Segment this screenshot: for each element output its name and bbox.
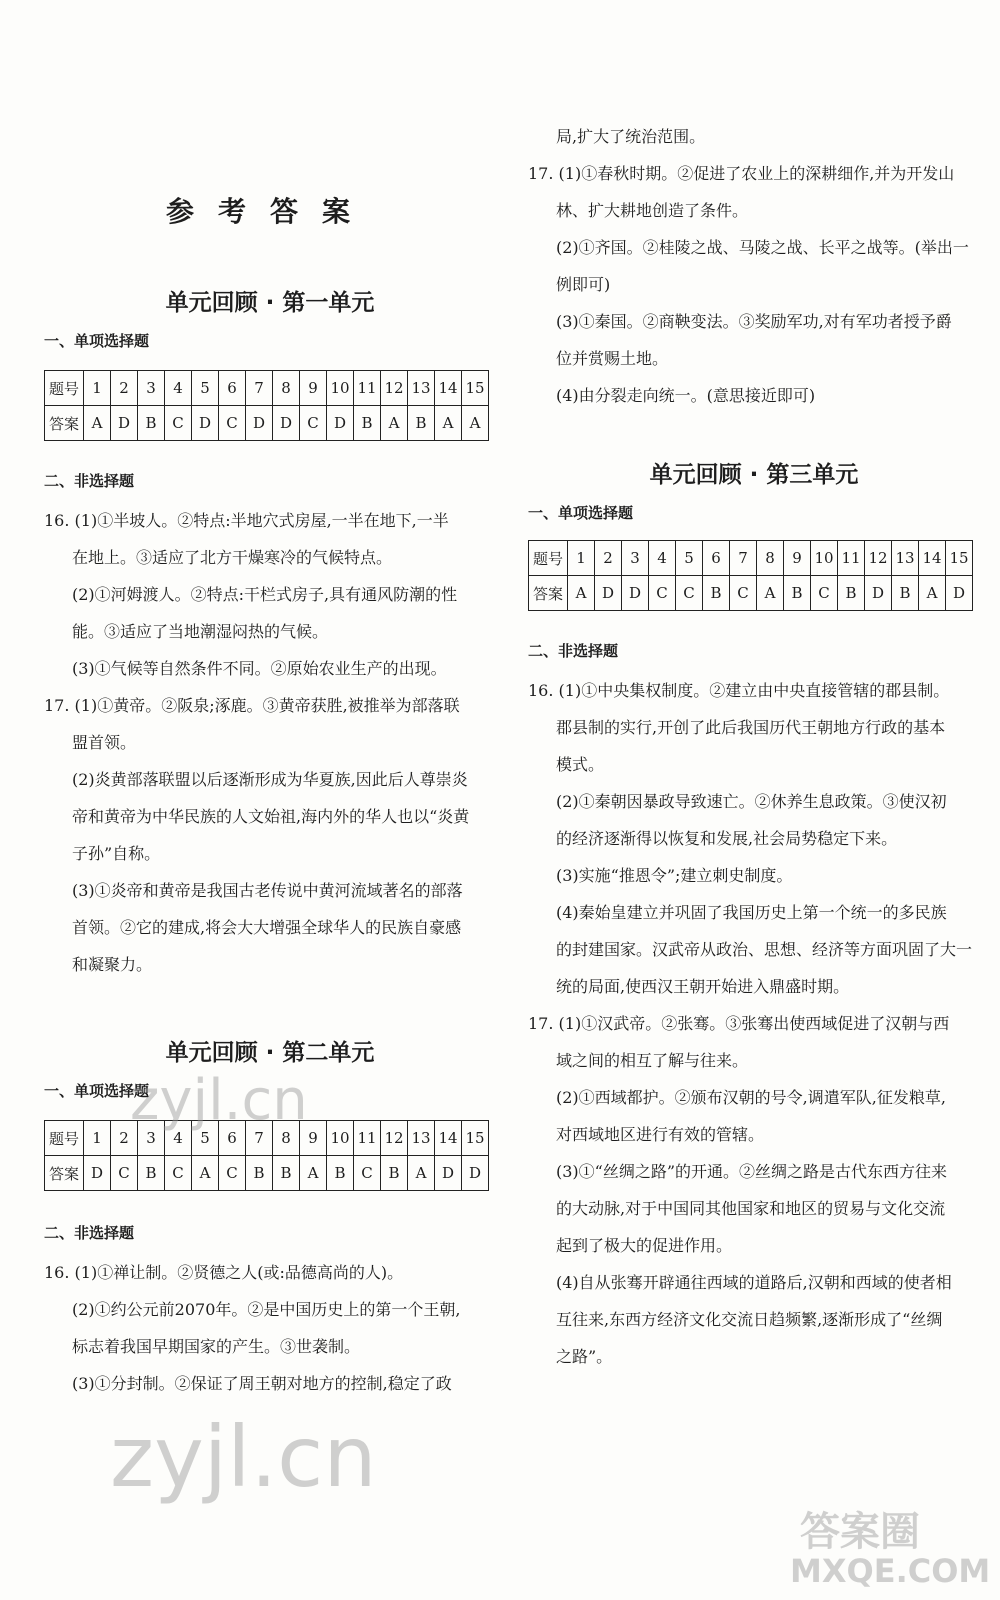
num-cell: 4 — [165, 1121, 192, 1156]
answer-cell: D — [435, 1156, 462, 1191]
answer-line: 16. (1)①半坡人。②特点:半地穴式房屋,一半在地下,一半 — [44, 511, 449, 530]
answer-cell: C — [219, 406, 246, 441]
answer-cell: B — [246, 1156, 273, 1191]
num-cell: 6 — [703, 541, 730, 576]
num-cell: 8 — [273, 371, 300, 406]
answer-cell: D — [273, 406, 300, 441]
answer-line: 16. (1)①禅让制。②贤德之人(或:品德高尚的人)。 — [44, 1263, 404, 1282]
answer-label: 答案 — [529, 576, 568, 611]
answer-cell: B — [273, 1156, 300, 1191]
answer-line: (3)①气候等自然条件不同。②原始农业生产的出现。 — [72, 659, 447, 678]
answer-line: 的大动脉,对于中国同其他国家和地区的贸易与文化交流 — [556, 1199, 946, 1218]
num-cell: 5 — [192, 371, 219, 406]
num-cell: 6 — [219, 1121, 246, 1156]
unit3-section-nonchoice: 二、非选择题 — [528, 642, 619, 660]
unit1-title: 单元回顾 · 第一单元 — [165, 290, 375, 316]
answer-cell: D — [111, 406, 138, 441]
answer-cell: A — [84, 406, 111, 441]
answer-line: 17. (1)①汉武帝。②张骞。③张骞出使西域促进了汉朝与西 — [528, 1014, 950, 1033]
unit3-answers — [528, 672, 980, 1375]
answer-line: 位并赏赐土地。 — [556, 349, 669, 368]
num-cell: 11 — [354, 371, 381, 406]
answer-line: (4)秦始皇建立并巩固了我国历史上第一个统一的多民族 — [556, 903, 947, 922]
answer-cell: B — [138, 406, 165, 441]
answer-cell: C — [354, 1156, 381, 1191]
answer-line: (4)由分裂走向统一。(意思接近即可) — [556, 386, 816, 405]
page-title: 参考答案 — [165, 195, 374, 228]
answer-cell: C — [165, 406, 192, 441]
num-cell: 7 — [246, 371, 273, 406]
answer-line: (4)自从张骞开辟通往西域的道路后,汉朝和西域的使者相 — [556, 1273, 952, 1292]
num-cell: 3 — [138, 1121, 165, 1156]
answer-cell: C — [165, 1156, 192, 1191]
header-label: 题号 — [45, 1121, 84, 1156]
answer-line: 16. (1)①中央集权制度。②建立由中央直接管辖的郡县制。 — [528, 681, 950, 700]
answer-line: (2)炎黄部落联盟以后逐渐形成为华夏族,因此后人尊崇炎 — [72, 770, 468, 789]
num-cell: 4 — [165, 371, 192, 406]
answer-line: 之路”。 — [556, 1347, 613, 1366]
answer-line: (2)①约公元前2070年。②是中国历史上的第一个王朝, — [72, 1300, 461, 1319]
answer-line: (2)①河姆渡人。②特点:干栏式房子,具有通风防潮的性 — [72, 585, 458, 604]
answer-cell: A — [300, 1156, 327, 1191]
num-cell: 5 — [676, 541, 703, 576]
answer-cell: D — [595, 576, 622, 611]
answer-cell: D — [946, 576, 973, 611]
unit3-title: 单元回顾 · 第三单元 — [649, 462, 859, 488]
unit2-section-nonchoice: 二、非选择题 — [44, 1224, 135, 1242]
answer-cell: A — [435, 406, 462, 441]
header-label: 题号 — [529, 541, 568, 576]
answer-cell: A — [381, 406, 408, 441]
unit2-section-choice: 一、单项选择题 — [44, 1082, 150, 1100]
num-cell: 15 — [946, 541, 973, 576]
num-cell: 10 — [811, 541, 838, 576]
answer-line: (2)①秦朝因暴政导致速亡。②休养生息政策。③使汉初 — [556, 792, 947, 811]
answer-line: 起到了极大的促进作用。 — [556, 1236, 733, 1255]
watermark-bottom: zyjl.cn — [110, 1408, 377, 1506]
num-cell: 2 — [595, 541, 622, 576]
answer-cell: C — [649, 576, 676, 611]
answer-cell: B — [784, 576, 811, 611]
unit2-answers-left — [44, 1254, 496, 1402]
answer-cell: D — [192, 406, 219, 441]
num-cell: 3 — [138, 371, 165, 406]
unit2-answers-right — [528, 118, 980, 414]
answer-line: (3)①分封制。②保证了周王朝对地方的控制,稳定了政 — [72, 1374, 452, 1393]
table-row-numbers — [45, 371, 489, 406]
answer-cell: C — [730, 576, 757, 611]
answer-line: 模式。 — [556, 755, 605, 774]
num-cell: 13 — [408, 371, 435, 406]
answer-cell: A — [408, 1156, 435, 1191]
answer-cell: A — [757, 576, 784, 611]
answer-cell: D — [246, 406, 273, 441]
num-cell: 5 — [192, 1121, 219, 1156]
num-cell: 9 — [300, 371, 327, 406]
answer-cell: D — [327, 406, 354, 441]
answer-line: 帝和黄帝为中华民族的人文始祖,海内外的华人也以“炎黄 — [72, 807, 470, 826]
answer-cell: D — [622, 576, 649, 611]
unit1-answer-table-wrap — [44, 370, 496, 441]
answer-line: (3)实施“推恩令”;建立刺史制度。 — [556, 866, 793, 885]
answer-cell: C — [811, 576, 838, 611]
answer-line: 17. (1)①黄帝。②阪泉;涿鹿。③黄帝获胜,被推举为部落联 — [44, 696, 460, 715]
answer-line: (3)①炎帝和黄帝是我国古老传说中黄河流域著名的部落 — [72, 881, 463, 900]
answer-line: 例即可) — [556, 275, 611, 294]
num-cell: 1 — [568, 541, 595, 576]
answer-label: 答案 — [45, 1156, 84, 1191]
table-row-numbers — [529, 541, 973, 576]
answer-cell: A — [462, 406, 489, 441]
watermark-corner-logo: 答案圈 — [800, 1509, 920, 1555]
unit3-answer-table-wrap — [528, 540, 980, 611]
num-cell: 13 — [408, 1121, 435, 1156]
answer-line: 17. (1)①春秋时期。②促进了农业上的深耕细作,并为开发山 — [528, 164, 955, 183]
answer-cell: D — [865, 576, 892, 611]
num-cell: 11 — [838, 541, 865, 576]
num-cell: 12 — [381, 371, 408, 406]
table-row-answers — [45, 406, 489, 441]
num-cell: 2 — [111, 1121, 138, 1156]
answer-label: 答案 — [45, 406, 84, 441]
answer-cell: B — [892, 576, 919, 611]
answer-cell: D — [462, 1156, 489, 1191]
answer-line: 域之间的相互了解与往来。 — [556, 1051, 749, 1070]
num-cell: 14 — [435, 1121, 462, 1156]
num-cell: 11 — [354, 1121, 381, 1156]
num-cell: 13 — [892, 541, 919, 576]
num-cell: 10 — [327, 371, 354, 406]
answer-line: 的封建国家。汉武帝从政治、思想、经济等方面巩固了大一 — [556, 940, 973, 959]
answer-line: 郡县制的实行,开创了此后我国历代王朝地方行政的基本 — [556, 718, 946, 737]
answer-cell: A — [568, 576, 595, 611]
num-cell: 12 — [381, 1121, 408, 1156]
num-cell: 15 — [462, 1121, 489, 1156]
answer-line: 子孙”自称。 — [72, 844, 161, 863]
table-row-answers — [45, 1156, 489, 1191]
answer-line: 对西域地区进行有效的管辖。 — [556, 1125, 765, 1144]
unit1-answers — [44, 502, 496, 983]
unit2-answer-table — [44, 1120, 489, 1191]
table-row-answers — [529, 576, 973, 611]
answer-line: 局,扩大了统治范围。 — [556, 127, 706, 146]
unit1-answer-table — [44, 370, 489, 441]
num-cell: 9 — [784, 541, 811, 576]
num-cell: 1 — [84, 1121, 111, 1156]
num-cell: 14 — [435, 371, 462, 406]
unit3-section-choice: 一、单项选择题 — [528, 504, 634, 522]
answer-cell: B — [354, 406, 381, 441]
num-cell: 4 — [649, 541, 676, 576]
answer-cell: C — [111, 1156, 138, 1191]
answer-cell: B — [138, 1156, 165, 1191]
answer-cell: B — [327, 1156, 354, 1191]
num-cell: 9 — [300, 1121, 327, 1156]
num-cell: 14 — [919, 541, 946, 576]
answer-line: (3)①秦国。②商鞅变法。③奖励军功,对有军功者授予爵 — [556, 312, 952, 331]
answer-line: 标志着我国早期国家的产生。③世袭制。 — [72, 1337, 361, 1356]
unit1-section-nonchoice: 二、非选择题 — [44, 472, 135, 490]
unit1-section-choice: 一、单项选择题 — [44, 332, 150, 350]
answer-cell: B — [408, 406, 435, 441]
answer-line: 互往来,东西方经济文化交流日趋频繁,逐渐形成了“丝绸 — [556, 1310, 943, 1329]
answer-cell: B — [703, 576, 730, 611]
answer-line: 盟首领。 — [72, 733, 137, 752]
answer-cell: B — [381, 1156, 408, 1191]
answer-cell: D — [84, 1156, 111, 1191]
num-cell: 10 — [327, 1121, 354, 1156]
unit2-answer-table-wrap — [44, 1120, 496, 1191]
watermark-mid: zyjl.cn — [130, 1068, 308, 1133]
unit3-answer-table — [528, 540, 973, 611]
num-cell: 1 — [84, 371, 111, 406]
unit2-title: 单元回顾 · 第二单元 — [165, 1040, 375, 1066]
answer-line: 在地上。③适应了北方干燥寒冷的气候特点。 — [72, 548, 393, 567]
num-cell: 3 — [622, 541, 649, 576]
num-cell: 6 — [219, 371, 246, 406]
answer-line: (3)①“丝绸之路”的开通。②丝绸之路是古代东西方往来 — [556, 1162, 948, 1181]
answer-line: 的经济逐渐得以恢复和发展,社会局势稳定下来。 — [556, 829, 898, 848]
answer-line: 能。③适应了当地潮湿闷热的气候。 — [72, 622, 329, 641]
watermark-corner-url: MXQE.COM — [790, 1552, 991, 1590]
num-cell: 7 — [730, 541, 757, 576]
answer-cell: A — [192, 1156, 219, 1191]
answer-cell: C — [300, 406, 327, 441]
answer-cell: C — [676, 576, 703, 611]
answer-line: (2)①齐国。②桂陵之战、马陵之战、长平之战等。(举出一 — [556, 238, 969, 257]
answer-cell: A — [919, 576, 946, 611]
answer-line: 统的局面,使西汉王朝开始进入鼎盛时期。 — [556, 977, 850, 996]
num-cell: 2 — [111, 371, 138, 406]
answer-line: 首领。②它的建成,将会大大增强全球华人的民族自豪感 — [72, 918, 462, 937]
answer-line: 林、扩大耕地创造了条件。 — [556, 201, 749, 220]
num-cell: 8 — [273, 1121, 300, 1156]
answer-cell: B — [838, 576, 865, 611]
answer-cell: C — [219, 1156, 246, 1191]
num-cell: 12 — [865, 541, 892, 576]
answer-line: (2)①西域都护。②颁布汉朝的号令,调遣军队,征发粮草, — [556, 1088, 946, 1107]
header-label: 题号 — [45, 371, 84, 406]
num-cell: 15 — [462, 371, 489, 406]
num-cell: 8 — [757, 541, 784, 576]
answer-line: 和凝聚力。 — [72, 955, 153, 974]
num-cell: 7 — [246, 1121, 273, 1156]
table-row-numbers — [45, 1121, 489, 1156]
